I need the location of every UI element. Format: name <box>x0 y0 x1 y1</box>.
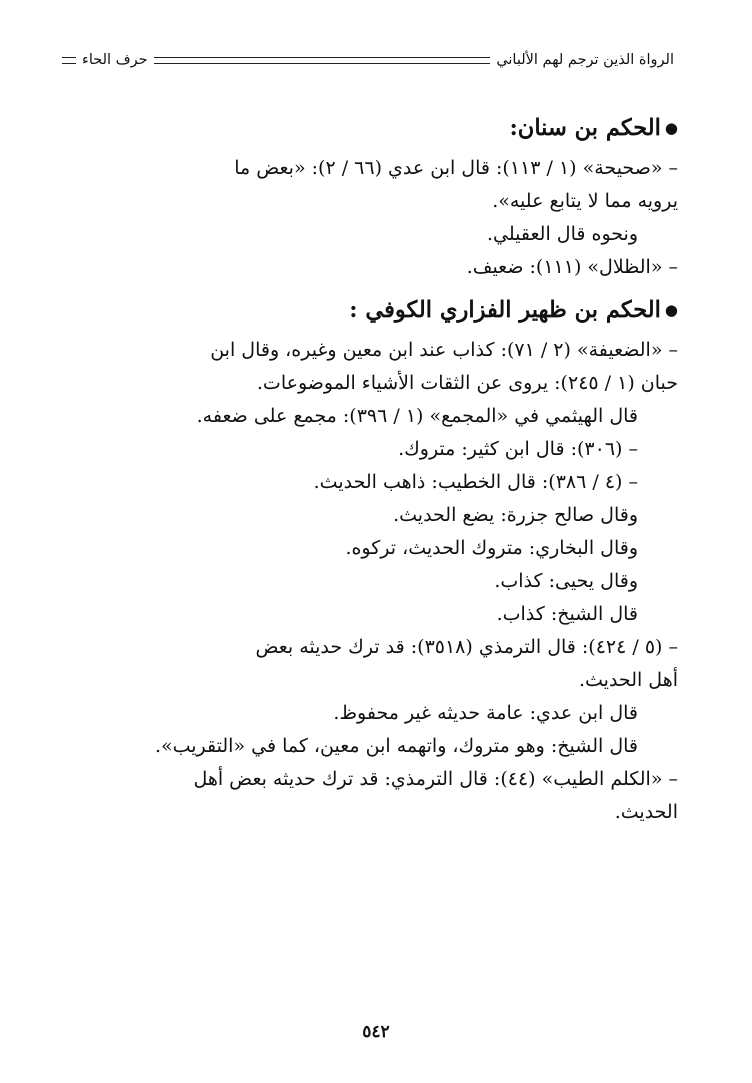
text-line: قال الشيخ: كذاب. <box>496 603 638 625</box>
text-line: – «صحيحة» (١ / ١١٣): قال ابن عدي (٦٦ / ٢): «بعض ما <box>234 157 678 179</box>
text-line: قال ابن عدي: عامة حديثه غير محفوظ. <box>333 702 638 724</box>
text-line: وقال صالح جزرة: يضع الحديث. <box>393 504 638 526</box>
text-line: قال الشيخ: وهو متروك، واتهمه ابن معين، كما في «التقريب». <box>154 735 638 757</box>
header-book-title: الرواة الذين ترجم لهم الألباني <box>496 52 674 68</box>
bullet-icon: ● <box>664 301 678 319</box>
text-line: حبان (١ / ٢٤٥): يروى عن الثقات الأشياء الموضوعات. <box>256 372 678 394</box>
page-number: ٥٤٢ <box>362 1022 390 1042</box>
text-line: قال الهيثمي في «المجمع» (١ / ٣٩٦): مجمع على ضعفه. <box>196 405 638 427</box>
running-header <box>62 48 674 72</box>
text-line: – (٤ / ٣٨٦): قال الخطيب: ذاهب الحديث. <box>313 471 638 493</box>
text-line: أهل الحديث. <box>578 669 678 691</box>
page-body <box>58 102 678 829</box>
text-line: وقال يحيى: كذاب. <box>494 570 638 592</box>
text-line: – «الكلم الطيب» (٤٤): قال الترمذي: قد ترك حديثه بعض أهل <box>193 768 678 790</box>
bullet-icon: ● <box>664 119 678 137</box>
text-line: – (٣٠٦): قال ابن كثير: متروك. <box>398 438 638 460</box>
narrator-name: الحكم بن ظهير الفزاري الكوفي : <box>349 297 661 323</box>
text-line: – (٥ / ٤٢٤): قال الترمذي (٣٥١٨): قد ترك حديثه بعض <box>255 636 678 658</box>
text-line: يرويه مما لا يتابع عليه». <box>492 190 678 212</box>
header-rule <box>154 57 491 64</box>
text-line: الحديث. <box>614 801 678 823</box>
text-line: ونحوه قال العقيلي. <box>487 223 638 245</box>
text-line: وقال البخاري: متروك الحديث، تركوه. <box>345 537 638 559</box>
narrator-name: الحكم بن سنان: <box>509 115 661 141</box>
entry-heading <box>58 108 678 148</box>
text-line: – «الضعيفة» (٢ / ٧١): كذاب عند ابن معين وغيره، وقال ابن <box>210 339 678 361</box>
header-section-title: حرف الحاء <box>82 52 148 68</box>
text-line: – «الظلال» (١١١): ضعيف. <box>466 256 678 278</box>
entry-heading <box>58 290 678 330</box>
header-rule-end <box>62 57 76 64</box>
